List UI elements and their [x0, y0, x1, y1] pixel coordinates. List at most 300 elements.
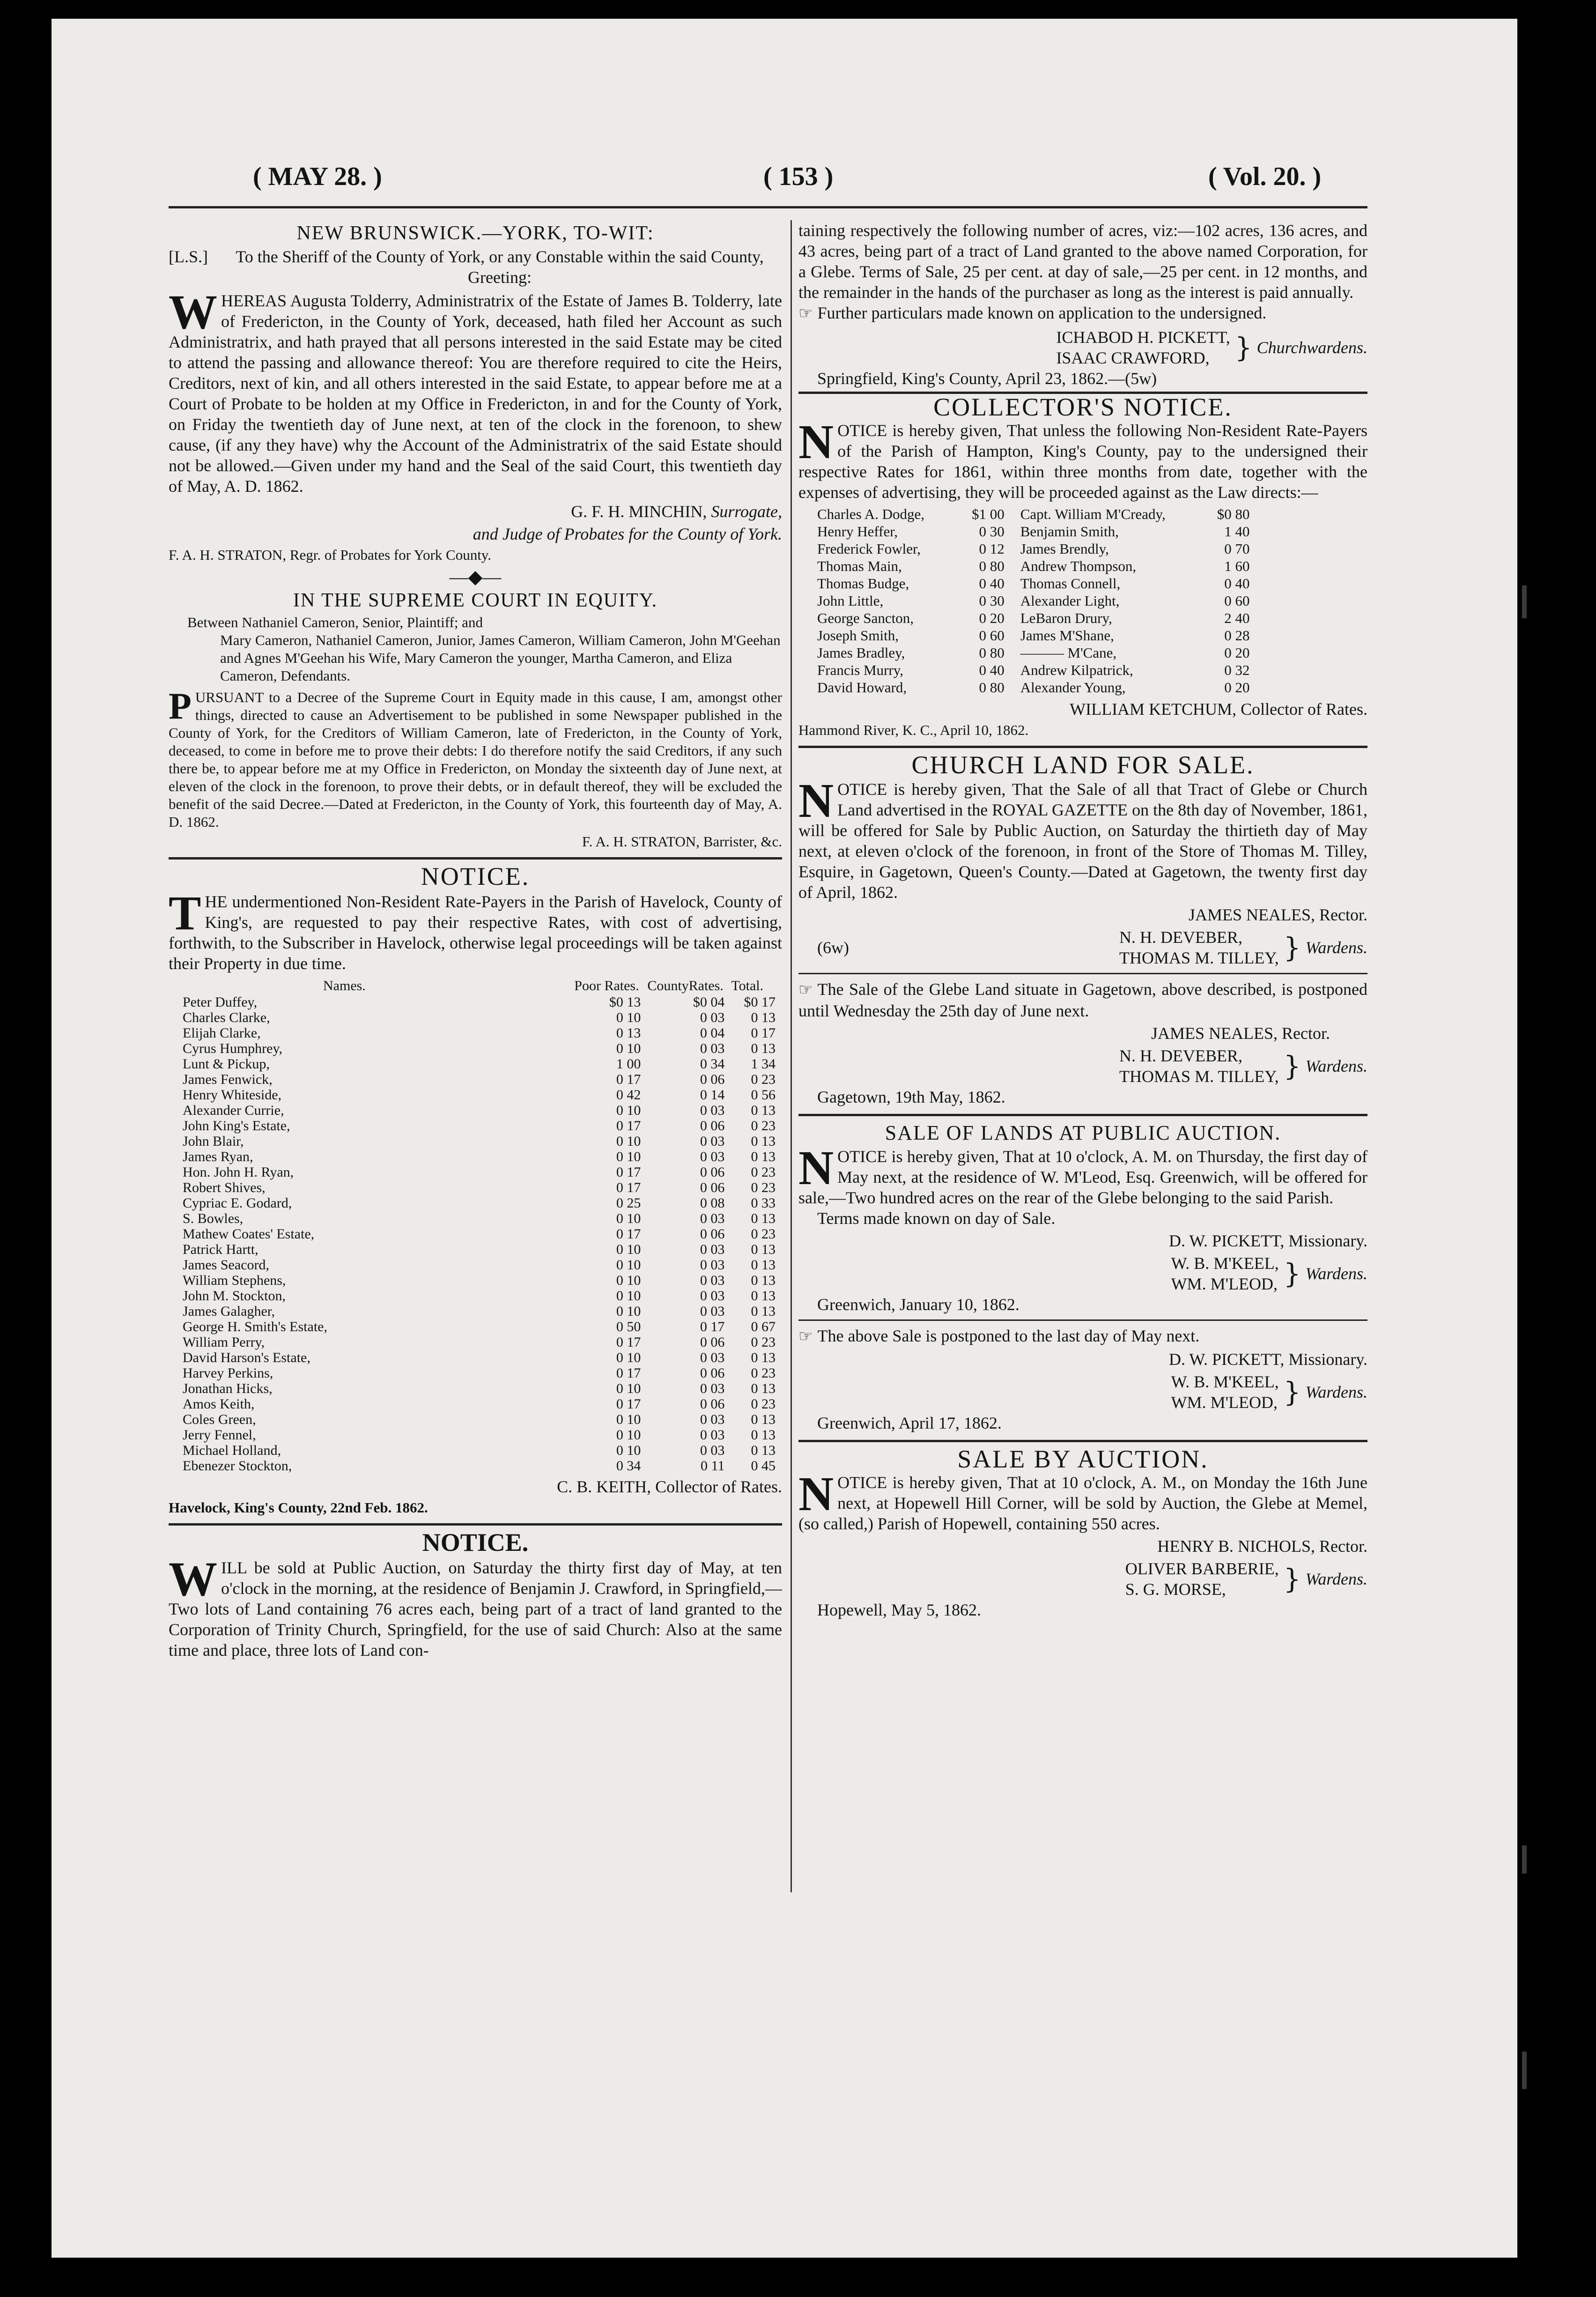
rate-row [183, 1334, 782, 1350]
seal-mark: [L.S.] [169, 247, 208, 266]
table-cell: 0 40 [979, 662, 1005, 678]
collector-table [817, 505, 1256, 696]
table-cell: Robert Shives, [183, 1180, 266, 1195]
table-cell: 0 17 [700, 1319, 725, 1334]
collector-place: Hammond River, K. C., April 10, 1862. [798, 722, 1029, 738]
table-cell: 0 13 [751, 1242, 776, 1257]
table-cell: Andrew Thompson, [1020, 558, 1137, 574]
table-cell: 1 34 [751, 1056, 776, 1072]
rate-row [183, 1257, 782, 1273]
rate-row [183, 1242, 782, 1257]
table-cell: John King's Estate, [183, 1118, 290, 1134]
rate-row [183, 1134, 782, 1149]
table-cell: Thomas Main, [817, 558, 902, 574]
table-cell: Michael Holland, [183, 1443, 281, 1458]
rate-row [183, 1103, 782, 1118]
drop-cap: P [169, 686, 192, 727]
greenwich-missionary-2: D. W. PICKETT, Missionary. [1168, 1350, 1367, 1369]
table-cell: 0 56 [751, 1087, 776, 1103]
table-cell: 0 10 [616, 1041, 641, 1056]
church-warden: N. H. DEVEBER, [1119, 1046, 1243, 1065]
havelock-signature: C. B. KEITH, Collector of Rates. [557, 1477, 782, 1496]
table-cell: 0 14 [700, 1087, 725, 1103]
drop-cap: N [798, 415, 834, 469]
table-cell: 0 03 [700, 1149, 725, 1164]
left-column [169, 220, 782, 1660]
equity-body: URSUANT to a Decree of the Supreme Court in Equity made in this cause, I am, amongst other things, directed to cause an Advertisement to be published in some Newspaper published in the County of York, for the Creditors of William Cameron, late of Fredericton, in the County of York, deceased, to come in before me to prove their debts: I do therefore notify the said Creditors, if any such there be, to appear before me at my Office in Fredericton, on Monday the sixteenth day of June next, at eleven of the clock in the forenoon, to prove their debts, or in default thereof, they will be excluded the benefit of the said Decree.—Dated at Fredericton, in the County of York, this fourteenth day of May, A. D. 1862. [169, 689, 782, 830]
table-cell: 0 40 [979, 575, 1005, 592]
springfield-title: NOTICE. [422, 1528, 529, 1556]
table-cell: 0 06 [700, 1118, 725, 1134]
table-cell: 0 10 [616, 1149, 641, 1164]
table-cell: 0 03 [700, 1304, 725, 1319]
table-cell: $0 04 [693, 994, 725, 1010]
table-cell: 0 20 [1224, 645, 1250, 661]
rate-row [817, 592, 1256, 609]
york-registrar: F. A. H. STRATON, Regr. of Probates for York County. [169, 547, 492, 563]
table-cell: 0 03 [700, 1211, 725, 1226]
york-signature: G. F. H. MINCHIN, [571, 502, 707, 521]
brace-icon: } [1283, 1376, 1301, 1408]
rate-row [817, 627, 1256, 644]
column-header: Total. [731, 978, 764, 993]
table-cell: James Ryan, [183, 1149, 253, 1164]
table-cell: 0 25 [616, 1195, 641, 1211]
table-cell: 0 10 [616, 1103, 641, 1118]
church-body: OTICE is hereby given, That the Sale of all that Tract of Glebe or Church Land advertised in the ROYAL GAZETTE on the 8th day of November, 1861, will be offered for Sale by Public Auction, on Saturday the thirtieth day of May next, at eleven o'clock of the forenoon, in front of the Store of Thomas M. Tilley, Esquire, in Gagetown, Queen's County.—Dated at Gagetown, the twenty first day of April, 1862. [798, 780, 1367, 902]
collector-body: OTICE is hereby given, That unless the following Non-Resident Rate-Payers of the Parish of Hampton, King's County, pay to the undersigned their respective Rates for 1861, within three months from date, together with the expenses of advertising, they will be proceeded against as the Law directs:— [798, 421, 1367, 502]
table-cell: 0 06 [700, 1226, 725, 1242]
table-cell: John Blair, [183, 1134, 244, 1149]
greenwich-title: SALE OF LANDS AT PUBLIC AUCTION. [885, 1121, 1281, 1144]
table-cell: Charles Clarke, [183, 1010, 270, 1025]
equity-parties-2: Mary Cameron, Nathaniel Cameron, Junior, James Cameron, William Cameron, John M'Geehan and Agnes M'Geehan his Wife, Mary Cameron the younger, Martha Cameron, and Eliza Cameron, Defendants. [220, 632, 781, 684]
table-cell: 0 13 [751, 1350, 776, 1365]
rate-row [183, 1072, 782, 1087]
table-cell: 1 00 [616, 1056, 641, 1072]
greenwich-body: OTICE is hereby given, That at 10 o'clock, A. M. on Thursday, the first day of May next, at the residence of W. M'Leod, Esq. Greenwich, will be offered for sale,—Two hundred acres on the rear of the Glebe belonging to the said Parish. [798, 1147, 1367, 1207]
table-cell: Mathew Coates' Estate, [183, 1226, 315, 1242]
section-rule [798, 1440, 1367, 1442]
header-page-number: ( 153 ) [763, 162, 834, 191]
drop-cap: N [798, 774, 834, 828]
table-cell: 0 10 [616, 1412, 641, 1427]
rate-row [183, 1010, 782, 1025]
table-cell: Coles Green, [183, 1412, 256, 1427]
table-cell: 0 28 [1224, 627, 1250, 644]
rate-row [183, 1427, 782, 1443]
rate-row [183, 1195, 782, 1211]
table-cell: 0 20 [1224, 679, 1250, 696]
table-cell: 0 34 [616, 1458, 641, 1474]
collector-rows [817, 505, 1256, 696]
rate-row [183, 1180, 782, 1195]
table-cell: 0 06 [700, 1365, 725, 1381]
table-cell: Hon. John H. Ryan, [183, 1164, 294, 1180]
greenwich-role: Wardens. [1305, 1264, 1367, 1283]
table-cell: 0 80 [979, 679, 1005, 696]
table-cell: 0 03 [700, 1273, 725, 1288]
york-title: NEW BRUNSWICK.—YORK, TO-WIT: [296, 222, 654, 244]
collector-title: COLLECTOR'S NOTICE. [933, 393, 1233, 421]
table-cell: Francis Murry, [817, 662, 903, 678]
table-cell: 1 40 [1224, 523, 1250, 540]
brace-icon: } [1283, 1050, 1301, 1082]
table-cell: 0 13 [751, 1381, 776, 1396]
table-cell: 0 04 [700, 1025, 725, 1041]
church-warden: THOMAS M. TILLEY, [1119, 948, 1279, 967]
column-header: Names. [323, 978, 366, 993]
table-cell: LeBaron Drury, [1020, 610, 1112, 626]
havelock-rates-table [183, 978, 782, 1474]
rate-row [817, 679, 1256, 696]
york-address: To the Sheriff of the County of York, or any Constable within the said County, Greeting: [236, 247, 764, 287]
havelock-title: NOTICE. [421, 862, 530, 890]
table-cell: 0 10 [616, 1304, 641, 1319]
rate-row [817, 575, 1256, 592]
header-date: ( MAY 28. ) [253, 162, 382, 191]
table-cell: 0 10 [616, 1257, 641, 1273]
table-cell: 0 50 [616, 1319, 641, 1334]
table-cell: 0 10 [616, 1211, 641, 1226]
rate-row [183, 1288, 782, 1304]
table-cell: 0 13 [751, 1288, 776, 1304]
havelock-rows [183, 994, 782, 1474]
table-cell: James Brendly, [1020, 541, 1109, 557]
table-cell: 0 17 [616, 1118, 641, 1134]
ornament-divider: —◆— [449, 566, 502, 587]
table-cell: 0 03 [700, 1134, 725, 1149]
table-cell: 0 30 [979, 523, 1005, 540]
equity-notice [169, 590, 782, 851]
table-cell: John M. Stockton, [183, 1288, 286, 1304]
table-cell: 0 13 [751, 1010, 776, 1025]
table-cell: 0 80 [979, 645, 1005, 661]
rate-row [183, 1087, 782, 1103]
table-cell: S. Bowles, [183, 1211, 244, 1226]
table-cell: 0 67 [751, 1319, 776, 1334]
pointing-hand-icon: ☞ [798, 1328, 813, 1345]
table-cell: 0 13 [751, 1304, 776, 1319]
table-cell: Alexander Young, [1020, 679, 1126, 696]
table-cell: William Perry, [183, 1334, 265, 1350]
brace-icon: } [1283, 1258, 1301, 1289]
table-cell: Patrick Hartt, [183, 1242, 259, 1257]
rate-row [183, 1304, 782, 1319]
drop-cap: T [169, 886, 201, 940]
havelock-place: Havelock, King's County, 22nd Feb. 1862. [169, 1499, 428, 1516]
table-cell: 0 06 [700, 1180, 725, 1195]
rate-row [817, 644, 1256, 661]
edge-mark [1522, 1845, 1527, 1874]
rate-row [817, 523, 1256, 540]
collector-signature: WILLIAM KETCHUM, Collector of Rates. [1070, 700, 1367, 719]
table-cell: Cyrus Humphrey, [183, 1041, 283, 1056]
table-cell: $0 80 [1217, 506, 1250, 522]
rate-row [183, 1443, 782, 1458]
section-rule [798, 746, 1367, 748]
table-cell: Charles A. Dodge, [817, 506, 925, 522]
table-cell: David Howard, [817, 679, 907, 696]
springfield-body: ILL be sold at Public Auction, on Saturday the thirty first day of May, at ten o'clock in the morning, at the residence of Benjamin J. Crawford, in Springfield,—Two lots of Land containing 76 acres each, being part of a tract of land granted to the Corporation of Trinity Church, Springfield, for the use of said Church: Also at the same time and place, three lots of Land con- [169, 1558, 782, 1660]
springfield-notice [169, 1528, 782, 1660]
table-cell: 0 13 [616, 1025, 641, 1041]
brace-icon: } [1283, 1563, 1301, 1595]
church-land-notice [798, 751, 1367, 1107]
table-cell: 0 03 [700, 1242, 725, 1257]
pointing-hand-icon: ☞ [798, 981, 813, 999]
table-cell: 0 13 [751, 1273, 776, 1288]
rate-row [183, 1319, 782, 1334]
church-rector: JAMES NEALES, Rector. [1189, 905, 1367, 924]
table-cell: James Seacord, [183, 1257, 269, 1273]
header-rule [169, 206, 1367, 208]
table-cell: 0 13 [751, 1211, 776, 1226]
table-cell: 0 13 [751, 1041, 776, 1056]
rate-row [183, 1396, 782, 1412]
table-cell: James Bradley, [817, 645, 905, 661]
table-cell: ——— M'Cane, [1020, 645, 1117, 661]
table-cell: 0 03 [700, 1381, 725, 1396]
table-cell: 0 60 [1224, 593, 1250, 609]
table-cell: 0 03 [700, 1350, 725, 1365]
column-header: Poor Rates. [574, 978, 639, 993]
auction-title: SALE BY AUCTION. [957, 1445, 1209, 1473]
church-postponed: The Sale of the Glebe Land situate in Gagetown, above described, is postponed until Wednesday the 25th day of June next. [798, 980, 1367, 1020]
table-cell: $1 00 [972, 506, 1005, 522]
rate-row [817, 557, 1256, 575]
auction-warden: OLIVER BARBERIE, [1125, 1559, 1279, 1578]
rate-row [817, 540, 1256, 557]
rate-row [183, 1273, 782, 1288]
table-cell: Elijah Clarke, [183, 1025, 261, 1041]
table-cell: 0 13 [751, 1427, 776, 1443]
table-cell: Alexander Light, [1020, 593, 1120, 609]
table-cell: 0 11 [701, 1458, 725, 1474]
table-cell: 0 12 [979, 541, 1005, 557]
table-cell: 0 23 [751, 1334, 776, 1350]
rate-row [183, 1365, 782, 1381]
section-rule [798, 973, 1367, 974]
pointing-hand-icon: ☞ [798, 305, 813, 322]
table-cell: 0 10 [616, 1381, 641, 1396]
equity-signature: F. A. H. STRATON, Barrister, &c. [582, 833, 782, 850]
table-cell: 0 06 [700, 1396, 725, 1412]
table-cell: 0 23 [751, 1180, 776, 1195]
greenwich-warden: WM. M'LEOD, [1171, 1274, 1278, 1293]
auction-body: OTICE is hereby given, That at 10 o'clock, A. M., on Monday the 16th June next, at Hopewell Hill Corner, will be sold by Auction, the Glebe at Memel, (so called,) Parish of Hopewell, containing 550 acres. [798, 1473, 1367, 1533]
table-cell: 0 23 [751, 1396, 776, 1412]
rate-row [817, 505, 1256, 523]
springfield-churchwarden: ICHABOD H. PICKETT, [1056, 328, 1230, 347]
table-cell: 0 13 [751, 1412, 776, 1427]
table-cell: 0 17 [616, 1164, 641, 1180]
rate-row [183, 1164, 782, 1180]
table-cell: 0 10 [616, 1010, 641, 1025]
table-cell: 0 13 [751, 1103, 776, 1118]
section-rule [798, 1319, 1367, 1321]
equity-parties-1: Between Nathaniel Cameron, Senior, Plaintiff; and [187, 614, 483, 630]
rate-row [183, 1458, 782, 1474]
table-cell: Lunt & Pickup, [183, 1056, 270, 1072]
table-cell: Henry Whiteside, [183, 1087, 282, 1103]
section-rule [798, 1114, 1367, 1116]
rate-row [183, 1412, 782, 1427]
table-cell: Amos Keith, [183, 1396, 255, 1412]
table-cell: 0 03 [700, 1257, 725, 1273]
table-cell: 0 10 [616, 1443, 641, 1458]
rate-row [183, 1149, 782, 1164]
table-cell: Thomas Budge, [817, 575, 909, 592]
column-header: CountyRates. [647, 978, 724, 993]
table-cell: 0 03 [700, 1288, 725, 1304]
table-cell: 0 33 [751, 1195, 776, 1211]
table-cell: 0 17 [616, 1226, 641, 1242]
table-cell: 0 03 [700, 1041, 725, 1056]
rate-row [183, 1381, 782, 1396]
table-cell: Joseph Smith, [817, 627, 899, 644]
table-cell: Thomas Connell, [1020, 575, 1121, 592]
table-cell: 2 40 [1224, 610, 1250, 626]
havelock-notice [169, 862, 782, 1517]
rate-row [183, 1226, 782, 1242]
table-cell: 0 10 [616, 1427, 641, 1443]
table-cell: 0 23 [751, 1072, 776, 1087]
table-cell: Andrew Kilpatrick, [1020, 662, 1133, 678]
church-warden: THOMAS M. TILLEY, [1119, 1067, 1279, 1086]
table-cell: 0 80 [979, 558, 1005, 574]
table-cell: Henry Heffer, [817, 523, 898, 540]
column-divider [791, 220, 792, 1892]
table-cell: 0 20 [979, 610, 1005, 626]
table-cell: John Little, [817, 593, 884, 609]
church-role: Wardens. [1305, 938, 1367, 957]
rate-row [817, 609, 1256, 627]
rate-row [183, 1211, 782, 1226]
rate-row [183, 1118, 782, 1134]
table-cell: 0 03 [700, 1427, 725, 1443]
table-cell: George H. Smith's Estate, [183, 1319, 327, 1334]
church-role-2: Wardens. [1305, 1057, 1367, 1075]
drop-cap: N [798, 1467, 834, 1521]
table-cell: James Fenwick, [183, 1072, 273, 1087]
brace-icon: } [1234, 332, 1252, 363]
auction-rector: HENRY B. NICHOLS, Rector. [1157, 1537, 1367, 1556]
drop-cap: W [169, 1552, 217, 1606]
table-cell: $0 17 [744, 994, 776, 1010]
table-cell: 0 30 [979, 593, 1005, 609]
table-cell: 0 06 [700, 1164, 725, 1180]
table-cell: Peter Duffey, [183, 994, 258, 1010]
table-cell: 0 03 [700, 1103, 725, 1118]
rate-row [817, 661, 1256, 679]
table-cell: 0 17 [616, 1396, 641, 1412]
greenwich-warden: WM. M'LEOD, [1171, 1393, 1278, 1412]
table-cell: 0 17 [616, 1365, 641, 1381]
table-cell: 0 32 [1224, 662, 1250, 678]
table-cell: Capt. William M'Cready, [1020, 506, 1166, 522]
header-volume: ( Vol. 20. ) [1208, 162, 1322, 191]
drop-cap: W [169, 285, 217, 339]
table-cell: $0 13 [609, 994, 641, 1010]
table-cell: James M'Shane, [1020, 627, 1114, 644]
table-cell: Ebenezer Stockton, [183, 1458, 292, 1474]
table-cell: 0 23 [751, 1365, 776, 1381]
york-signature-title-2: and Judge of Probates for the County of York. [473, 525, 782, 543]
table-cell: 0 03 [700, 1443, 725, 1458]
table-cell: David Harson's Estate, [183, 1350, 310, 1365]
table-cell: Alexander Currie, [183, 1103, 284, 1118]
church-title: CHURCH LAND FOR SALE. [911, 751, 1255, 779]
table-cell: 0 10 [616, 1273, 641, 1288]
greenwich-warden: W. B. M'KEEL, [1171, 1372, 1279, 1391]
table-cell: 0 13 [751, 1257, 776, 1273]
table-cell: 0 17 [751, 1025, 776, 1041]
table-cell: 0 10 [616, 1350, 641, 1365]
equity-title: IN THE SUPREME COURT IN EQUITY. [293, 590, 658, 611]
table-cell: 0 23 [751, 1164, 776, 1180]
table-cell: 0 13 [751, 1149, 776, 1164]
auction-role: Wardens. [1305, 1570, 1367, 1588]
table-cell: 0 17 [616, 1334, 641, 1350]
springfield-place: Springfield, King's County, April 23, 1862.—(5w) [817, 369, 1157, 388]
greenwich-postponed: The above Sale is postponed to the last day of May next. [817, 1326, 1200, 1345]
section-rule [169, 857, 782, 860]
springfield-churchwarden: ISAAC CRAWFORD, [1056, 348, 1210, 367]
table-cell: 0 42 [616, 1087, 641, 1103]
table-cell: 0 06 [700, 1334, 725, 1350]
table-cell: 0 23 [751, 1226, 776, 1242]
table-cell: George Sancton, [817, 610, 914, 626]
auction-place: Hopewell, May 5, 1862. [817, 1600, 981, 1619]
springfield-continued: taining respectively the following number of acres, viz:—102 acres, 136 acres, and 43 acres, being part of a tract of Land granted to the above named Corporation, for a Glebe. Terms of Sale, 25 per cent. at day of sale,—25 per cent. in 12 months, and the remainder in the hands of the purchaser as long as the interest is paid annually. [798, 221, 1367, 302]
table-cell: Harvey Perkins, [183, 1365, 273, 1381]
table-cell: Jerry Fennel, [183, 1427, 256, 1443]
edge-mark [1522, 585, 1527, 618]
table-cell: James Galagher, [183, 1304, 275, 1319]
table-cell: 0 03 [700, 1412, 725, 1427]
table-cell: 0 13 [751, 1443, 776, 1458]
table-cell: Jonathan Hicks, [183, 1381, 273, 1396]
section-rule [169, 1523, 782, 1526]
table-cell: 0 06 [700, 1072, 725, 1087]
greenwich-terms: Terms made known on day of Sale. [817, 1209, 1056, 1228]
auction-notice [798, 1445, 1367, 1620]
greenwich-place-2: Greenwich, April 17, 1862. [817, 1414, 1002, 1432]
brace-icon: } [1283, 932, 1301, 963]
table-cell: 0 10 [616, 1288, 641, 1304]
springfield-notice-continued [798, 220, 1367, 389]
york-body: HEREAS Augusta Tolderry, Administratrix of the Estate of James B. Tolderry, late of Fredericton, in the County of York, deceased, hath filed her Account as such Administratrix, and hath prayed that all persons interested in the said Estate may be cited to attend the passing and allowance thereof: You are therefore required to cite the Heirs, Creditors, next of kin, and all others interested in the said Estate, to appear before me at a Court of Probate to be holden at my Office in Fredericton, in and for the County of York, on Friday the twentieth day of June next, at ten of the clock in the forenoon, to shew cause, (if any they have) why the Account of the Administratrix of the said Estate should not be allowed.—Given under my hand and the Seal of the said Court, this twentieth day of May, A. D. 1862. [169, 291, 782, 496]
table-cell: Benjamin Smith, [1020, 523, 1119, 540]
table-cell: 0 10 [616, 1242, 641, 1257]
greenwich-warden: W. B. M'KEEL, [1171, 1254, 1279, 1273]
right-column [798, 220, 1367, 1620]
table-cell: 0 40 [1224, 575, 1250, 592]
table-cell: 0 08 [700, 1195, 725, 1211]
edge-mark [1522, 2052, 1527, 2089]
springfield-further: Further particulars made known on application to the undersigned. [817, 304, 1267, 322]
table-cell: 0 23 [751, 1118, 776, 1134]
table-cell: Frederick Fowler, [817, 541, 921, 557]
table-cell: Cypriac E. Godard, [183, 1195, 292, 1211]
church-place: Gagetown, 19th May, 1862. [817, 1088, 1005, 1106]
york-probate-notice [169, 223, 782, 564]
table-cell: 0 03 [700, 1010, 725, 1025]
church-rector-2: JAMES NEALES, Rector. [1151, 1024, 1330, 1043]
rate-row [183, 994, 782, 1010]
table-cell: William Stephens, [183, 1273, 286, 1288]
